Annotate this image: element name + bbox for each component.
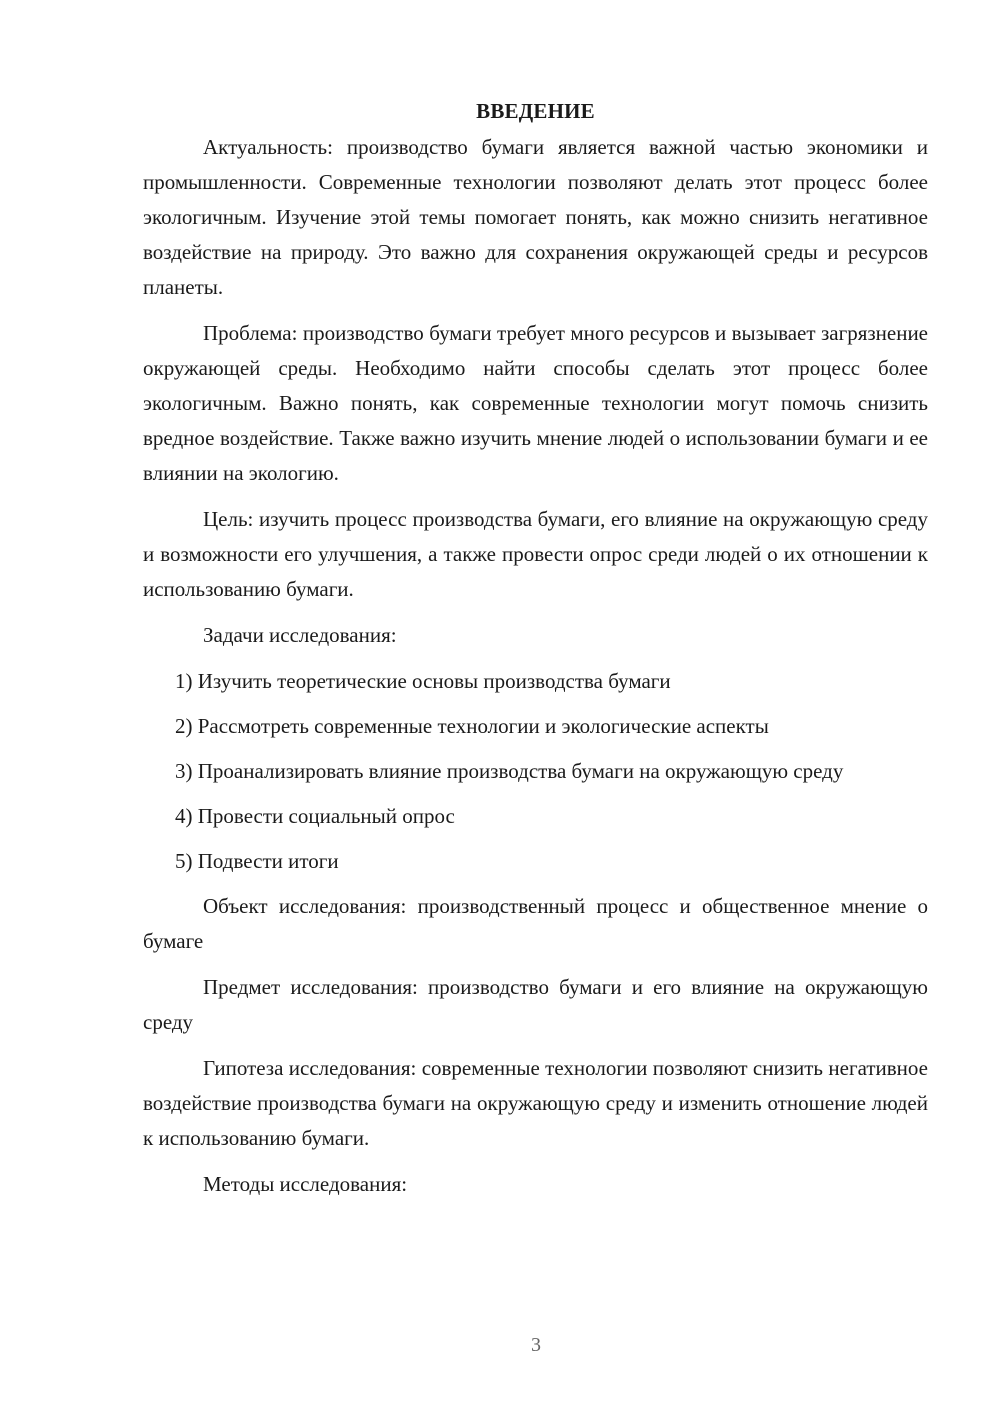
paragraph-object: Объект исследования: производственный процесс и общественное мнение о бумаге	[143, 894, 928, 953]
paragraph-problem: Проблема: производство бумаги требует много ресурсов и вызывает загрязнение окружающей среды. Необходимо найти способы сделать этот процесс более экологичным. Важно понять, как современные технологии могут помочь снизить вредное воздействие. Также важно изучить мнение людей о использовании бумаги и ее влиянии на экологию.	[143, 321, 928, 485]
paragraph-methods-heading: Методы исследования:	[203, 1172, 408, 1196]
section-title: ВВЕДЕНИЕ	[476, 99, 595, 123]
task-item-1: 1) Изучить теоретические основы производства бумаги	[175, 669, 671, 693]
paragraph-relevance: Актуальность: производство бумаги является важной частью экономики и промышленности. Современные технологии позволяют делать этот процесс более экологичным. Изучение этой темы помогает понять, как можно снизить негативное воздействие на природу. Это важно для сохранения окружающей среды и ресурсов планеты.	[143, 135, 928, 299]
paragraph-hypothesis: Гипотеза исследования: современные технологии позволяют снизить негативное воздействие производства бумаги на окружающую среду и изменить отношение людей к использованию бумаги.	[143, 1056, 928, 1150]
paragraph-subject: Предмет исследования: производство бумаги и его влияние на окружающую среду	[143, 975, 928, 1034]
page-content	[143, 96, 928, 1211]
task-item-5: 5) Подвести итоги	[175, 849, 339, 873]
task-item-4: 4) Провести социальный опрос	[175, 804, 455, 828]
paragraph-goal: Цель: изучить процесс производства бумаги, его влияние на окружающую среду и возможности его улучшения, а также провести опрос среди людей о их отношении к использованию бумаги.	[143, 507, 928, 601]
page-number: 3	[531, 1334, 541, 1356]
paragraph-tasks-heading: Задачи исследования:	[203, 623, 397, 647]
task-item-3: 3) Проанализировать влияние производства бумаги на окружающую среду	[175, 759, 844, 783]
task-item-2: 2) Рассмотреть современные технологии и экологические аспекты	[175, 714, 769, 738]
